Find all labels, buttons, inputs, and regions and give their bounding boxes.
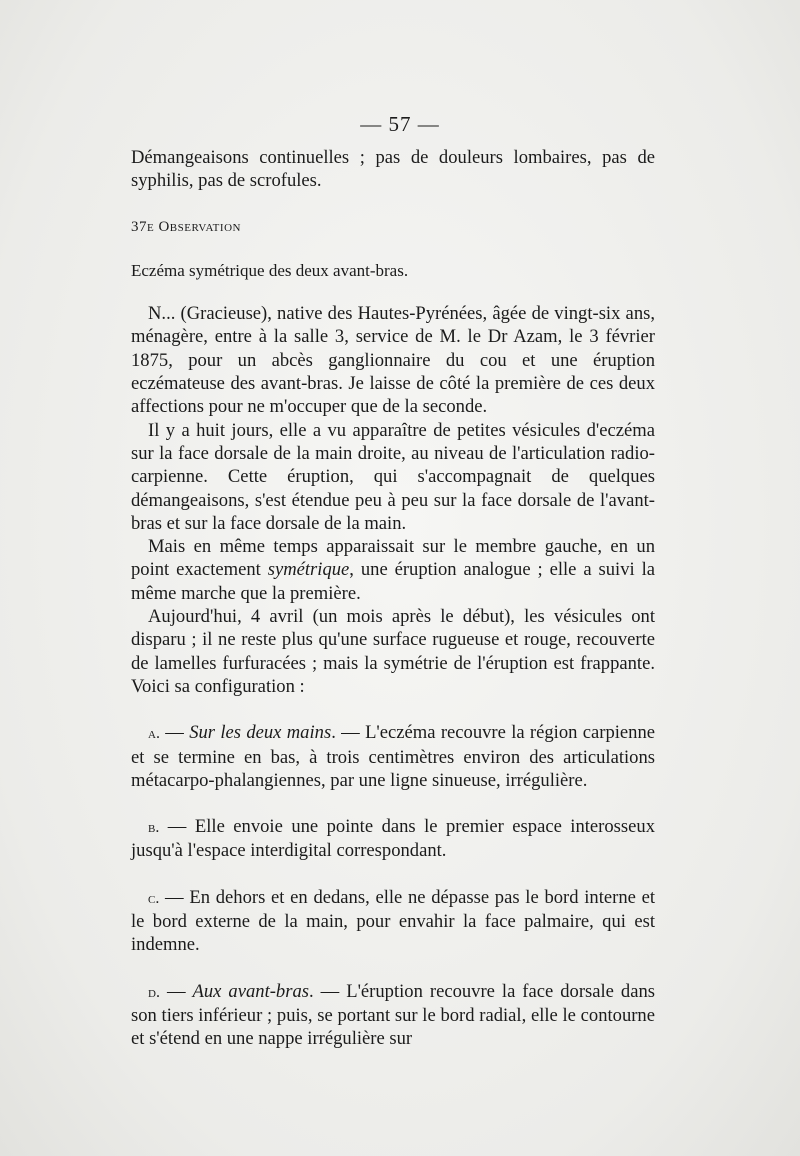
item-b-label: b.	[148, 819, 160, 837]
section-title: Eczéma symétrique des deux avant-bras.	[131, 260, 409, 280]
item-d-heading: Aux avant-bras	[192, 980, 309, 1002]
paragraph-today: Aujourd'hui, 4 avril (un mois après le début), les vésicules ont disparu ; il ne reste plus qu'une surface rugueuse et rouge, recouverte de lamelles furfuracées ; mais la symétrie de l'éruption est frappante. Voici sa configuration :	[131, 606, 655, 697]
paragraph-symmetry: Mais en même temps apparaissait sur le membre gauche, en un point exactement symétrique, une éruption analogue ; elle a suivi la même marche que la première.	[131, 536, 655, 604]
item-a-heading: Sur les deux mains	[189, 722, 332, 744]
item-c-label: c.	[148, 889, 160, 907]
emphasis-symetrique: symétrique	[267, 559, 350, 581]
body-text	[131, 146, 655, 1051]
paragraph-patient: N... (Gracieuse), native des Hautes-Pyrénées, âgée de vingt-six ans, ménagère, entre à la salle 3, service de M. le Dr Azam, le 3 février 1875, pour un abcès ganglionnaire du cou et une éruption eczémateuse des avant-bras. Je laisse de côté la première de ces deux affections pour ne m'occuper que de la seconde.	[131, 303, 655, 418]
item-d-label: d.	[148, 983, 160, 1001]
observation-heading: 37e Observation	[131, 218, 241, 235]
page-number: — 57 —	[360, 112, 440, 136]
item-a-label: a.	[148, 725, 160, 743]
item-a: a. — Sur les deux mains. — L'eczéma recouvre la région carpienne et se termine en bas, à trois centimètres environ des articulations métacarpo-phalangiennes, par une ligne sinueuse, irrégulière.	[131, 722, 656, 791]
item-d: d. — Aux avant-bras. — L'éruption recouvre la face dorsale dans son tiers inférieur ; puis, se portant sur le bord radial, elle le contourne et s'étend en une nappe irrégulière sur	[131, 980, 656, 1050]
paragraph-intro: Démangeaisons continuelles ; pas de douleurs lombaires, pas de syphilis, pas de scrofules.	[131, 147, 655, 192]
paragraph-onset: Il y a huit jours, elle a vu apparaître de petites vésicules d'eczéma sur la face dorsale de la main droite, au niveau de l'articulation radio-carpienne. Cette éruption, qui s'accompagnait de quelques démangeaisons, s'est étendue peu à peu sur la face dorsale de l'avant-bras et sur la face dorsale de la main.	[131, 419, 655, 534]
item-c: c. — En dehors et en dedans, elle ne dépasse pas le bord interne et le bord externe de la main, pour envahir la face palmaire, qui est indemne.	[131, 886, 656, 956]
item-b: b. — Elle envoie une pointe dans le premier espace interosseux jusqu'à l'espace interdigital correspondant.	[131, 816, 655, 862]
